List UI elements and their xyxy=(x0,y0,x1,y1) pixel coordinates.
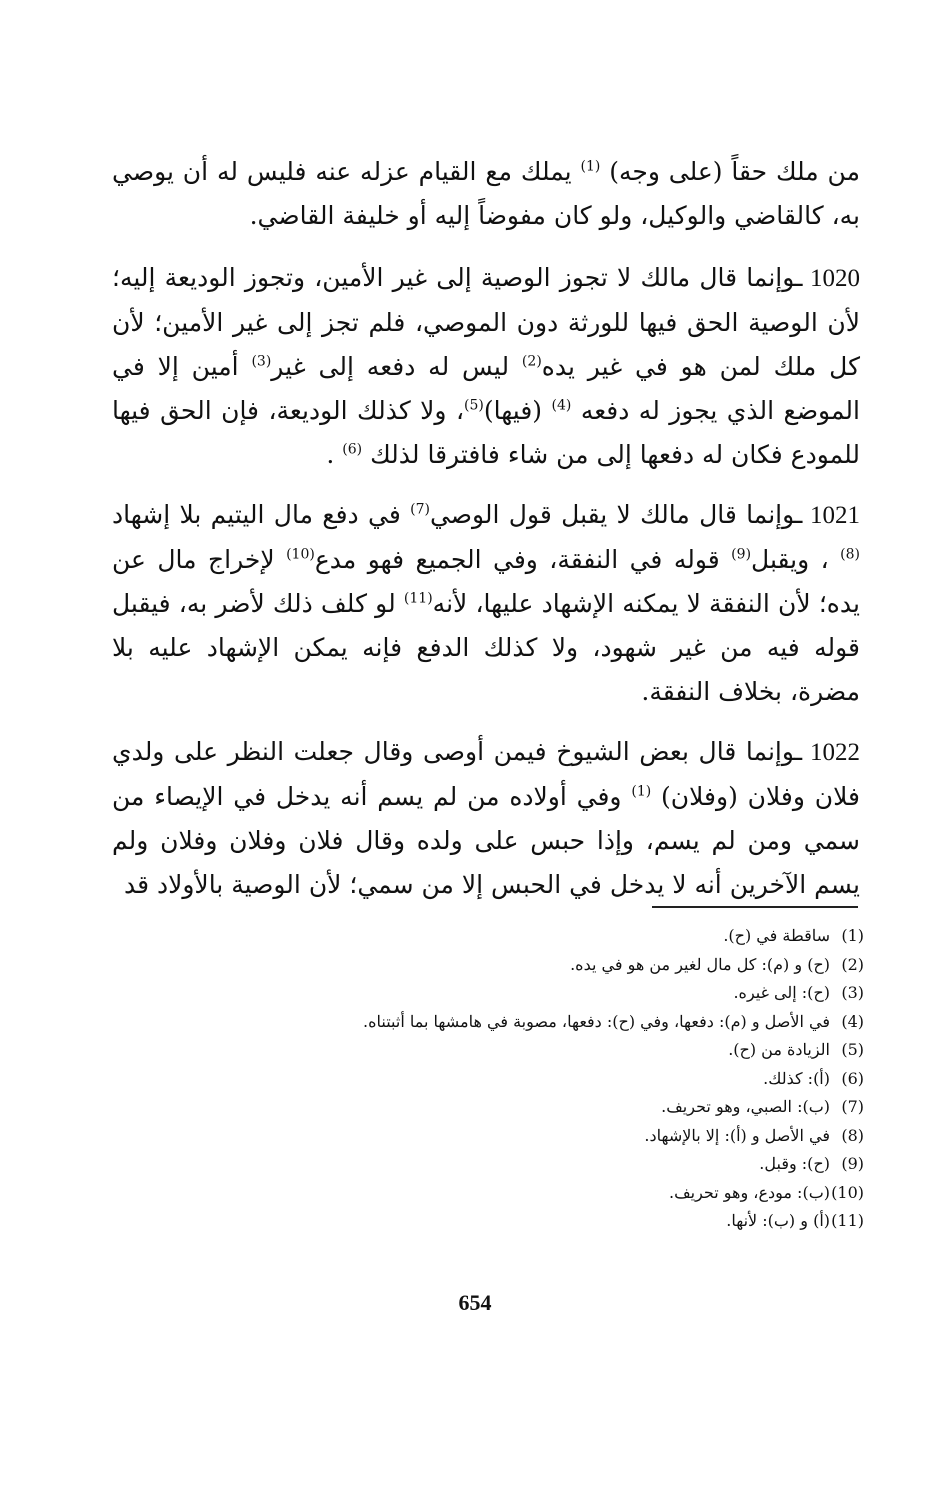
footnote-divider xyxy=(652,906,858,908)
footnote-ref: (11) xyxy=(403,590,433,607)
footnote-ref: (6) xyxy=(342,441,363,458)
footnote xyxy=(244,922,864,951)
footnote xyxy=(244,1122,864,1151)
text-run: لو كلف ذلك لأضر به، فيقبل قوله فيه من غير شهود، ولا كذلك الدفع فإنه يمكن الإشهاد عليه بلا مضرة، بخلاف النفقة. xyxy=(112,589,860,706)
footnote-ref: (8) xyxy=(840,546,861,563)
footnote-text: الزيادة من (ح). xyxy=(728,1040,830,1059)
footnote-ref: (4) xyxy=(551,397,572,414)
footnote-number: (7) xyxy=(841,1097,864,1116)
footnote-text: (أ): كذلك. xyxy=(763,1068,830,1088)
text-run: وفي أولاده من لم يسم أنه يدخل في الإيصاء من سمي ومن لم يسم، وإذا حبس على ولده وقال فلان وفلان وفلان ولم يسم الآخرين أنه لا يدخل في الحبس إلا من سمي؛ لأن الوصية بالأولاد قد xyxy=(112,782,860,899)
text-run: في دفع مال اليتيم بلا إشهاد xyxy=(112,500,401,529)
text-run: وإنما قال بعض الشيوخ فيمن أوصى وقال جعلت النظر على ولدي فلان وفلان (وفلان) xyxy=(112,737,861,811)
footnote-ref: (10) xyxy=(286,546,315,563)
footnote-ref: (1) xyxy=(580,158,601,175)
footnote-number: (3) xyxy=(841,983,864,1002)
text-run: يملك مع القيام عزله عنه فليس له أن يوصي به، كالقاضي والوكيل، ولو كان مفوضاً إليه أو خليفة القاضي. xyxy=(112,157,860,230)
footnotes xyxy=(244,922,864,1236)
footnote-number: (6) xyxy=(841,1068,864,1088)
footnote-ref: (9) xyxy=(731,546,752,563)
main-text xyxy=(112,150,860,923)
footnote-text: (ح): إلى غيره. xyxy=(733,983,830,1002)
paragraph-number: 1020 ـ xyxy=(795,265,860,292)
footnote xyxy=(244,1093,864,1122)
footnote xyxy=(244,1065,864,1094)
footnote-text: (ح): وقبل. xyxy=(759,1154,830,1173)
footnote-number: (10) xyxy=(831,1182,864,1202)
text-run: . xyxy=(326,440,335,469)
paragraph-number: 1022 ـ xyxy=(794,739,860,766)
footnote-ref: (2) xyxy=(521,353,542,370)
footnote-text: (ب): مودع، وهو تحريف. xyxy=(668,1182,830,1202)
footnote xyxy=(244,1008,864,1037)
footnote-number: (11) xyxy=(831,1211,864,1230)
footnote-text: ساقطة في (ح). xyxy=(723,926,830,945)
footnote-ref: (1) xyxy=(631,783,652,800)
text-run: وإنما قال مالك لا تجوز الوصية إلى غير الأمين، وتجوز الوديعة إليه؛ لأن الوصية الحق فيها للورثة دون الموصي، فلم تجز إلى غير الأمين؛ لأن كل ملك لمن هو في غير يده xyxy=(112,263,860,381)
text-run: أمين إلا في الموضع الذي يجوز له دفعه xyxy=(112,352,860,425)
footnote-text: (ب): الصبي، وهو تحريف. xyxy=(661,1097,830,1116)
footnote-number: (4) xyxy=(841,1011,864,1031)
paragraph-1020 xyxy=(112,256,860,477)
footnote-ref: (5) xyxy=(464,397,484,414)
footnote-text: (أ) و (ب): لأنها. xyxy=(726,1211,830,1230)
footnote-text: في الأصل و (م): دفعها، وفي (ح): دفعها، مصوبة في هامشها بما أثبتناه. xyxy=(363,1011,830,1031)
text-run: (فيها) xyxy=(483,396,543,425)
footnote-number: (8) xyxy=(841,1125,864,1145)
footnote-ref: (3) xyxy=(251,353,272,370)
footnote xyxy=(244,1207,864,1236)
footnote-text: في الأصل و (أ): إلا بالإشهاد. xyxy=(644,1125,830,1145)
text-run: من ملك حقاً (على وجه) xyxy=(609,157,860,186)
footnote-text: (ح) و (م): كل مال لغير من هو في يده. xyxy=(570,954,830,974)
footnote-number: (2) xyxy=(841,954,864,974)
footnote xyxy=(244,979,864,1008)
paragraph-1022 xyxy=(112,730,860,907)
footnote-ref: (7) xyxy=(410,501,430,518)
text-run: قوله في النفقة، وفي الجميع فهو مدع xyxy=(314,545,720,574)
footnote-number: (9) xyxy=(841,1154,864,1173)
paragraph-continuation xyxy=(112,150,860,238)
footnote-number: (1) xyxy=(841,926,864,945)
footnote xyxy=(244,951,864,980)
footnote xyxy=(244,1150,864,1179)
footnote xyxy=(244,1036,864,1065)
text-run: ، ويقبل xyxy=(751,545,829,574)
footnote-number: (5) xyxy=(841,1040,864,1059)
text-run: ، ولا كذلك الوديعة، فإن الحق فيها للمودع فكان له دفعها إلى من شاء فافترقا لذلك xyxy=(112,396,860,469)
footnote xyxy=(244,1179,864,1208)
paragraph-1021 xyxy=(112,493,860,714)
text-run: وإنما قال مالك لا يقبل قول الوصي xyxy=(429,500,796,529)
paragraph-number: 1021 ـ xyxy=(795,502,860,529)
page-number: 654 xyxy=(458,1290,492,1315)
text-run: لإخراج مال عن يده؛ لأن النفقة لا يمكنه الإشهاد عليها، لأنه xyxy=(112,545,860,618)
text-run: ليس له دفعه إلى غير xyxy=(271,352,510,381)
